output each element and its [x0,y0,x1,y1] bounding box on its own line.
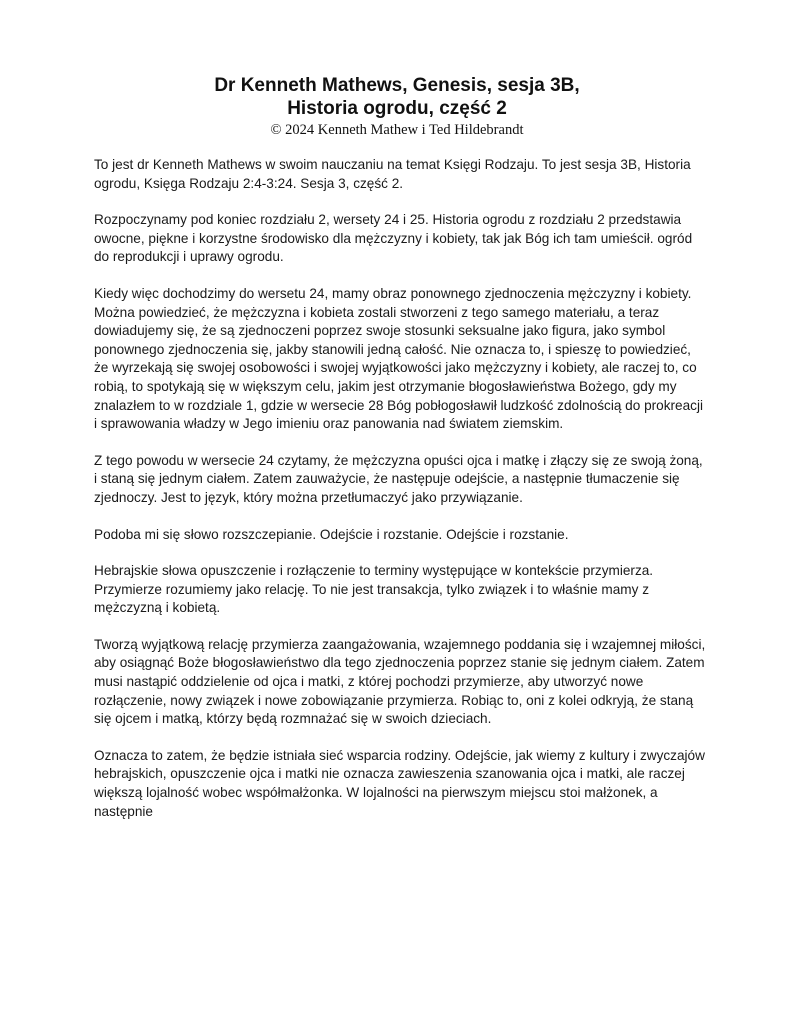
copyright-notice: © 2024 Kenneth Mathew i Ted Hildebrandt [270,122,524,138]
paragraph-1: To jest dr Kenneth Mathews w swoim nauczaniu na temat Księgi Rodzaju. To jest sesja 3B, Historia ogrodu, Księga Rodzaju 2:4-3:24. Sesja 3, część 2. [94,157,691,191]
paragraph-5: Podoba mi się słowo rozszczepianie. Odejście i rozstanie. Odejście i rozstanie. [94,526,569,542]
document-title-line-1: Dr Kenneth Mathews, Genesis, sesja 3B, [214,75,580,96]
paragraph-3: Kiedy więc dochodzimy do wersetu 24, mamy obraz ponownego zjednoczenia mężczyzny i kobiety. Można powiedzieć, że mężczyzna i kobieta zostali stworzeni z tego samego materiału, a teraz dowiadujemy się, że są zjednoczeni poprzez swoje stosunki seksualne jako figura, jako symbol ponownego zjednoczenia się, jakby stanowili jedną całość. Nie oznacza to, i spieszę to powiedzieć, że wyrzekają się swojej osobowości i swojej wyjątkowości jako mężczyzny i kobiety, ale raczej to, co robią, to spotykają się w większym celu, jakim jest otrzymanie błogosławieństwa Bożego, gdy my znalazłem to w rozdziale 1, gdzie w wersecie 28 Bóg pobłogosławił ludzkość zdolnością do prokreacji i sprawowania władzy w Jego imieniu oraz panowania nad światem ziemskim. [94,285,704,432]
document-title-line-2: Historia ogrodu, część 2 [287,98,507,119]
paragraph-4: Z tego powodu w wersecie 24 czytamy, że mężczyzna opuści ojca i matkę i złączy się ze swoją żoną, i staną się jednym ciałem. Zatem zauważycie, że następuje odejście, a następnie tłumaczenie się zjednoczy. Jest to język, który można przetłumaczyć jako przywiązanie. [94,452,703,505]
paragraph-2: Rozpoczynamy pod koniec rozdziału 2, wersety 24 i 25. Historia ogrodu z rozdziału 2 przedstawia owocne, piękne i korzystne środowisko dla mężczyzny i kobiety, tak jak Bóg ich tam umieścił. ogród do reprodukcji i uprawy ogrodu. [94,212,693,265]
paragraph-7: Tworzą wyjątkową relację przymierza zaangażowania, wzajemnego poddania się i wzajemnej miłości, aby osiągnąć Boże błogosławieństwo dla tego zjednoczenia poprzez stanie się jednym ciałem. Zatem musi nastąpić oddzielenie od ojca i matki, z której pochodzi przymierze, aby utworzyć nowe rozłączenie, nowy związek i nowe zobowiązanie przymierza. Robiąc to, oni z kolei odkryją, że staną się ojcem i matką, którzy będą rozmnażać się w swoich dzieciach. [94,636,706,727]
paragraph-8: Oznacza to zatem, że będzie istniała sieć wsparcia rodziny. Odejście, jak wiemy z kultury i zwyczajów hebrajskich, opuszczenie ojca i matki nie oznacza zawieszenia szanowania ojca i matki, ale raczej większą lojalność wobec współmałżonka. W lojalności na pierwszym miejscu stoi małżonek, a następnie [94,747,705,819]
paragraph-6: Hebrajskie słowa opuszczenie i rozłączenie to terminy występujące w kontekście przymierza. Przymierze rozumiemy jako relację. To nie jest transakcja, tylko związek i to właśnie mamy z mężczyzną i kobietą. [94,563,654,616]
document-body [94,156,706,839]
